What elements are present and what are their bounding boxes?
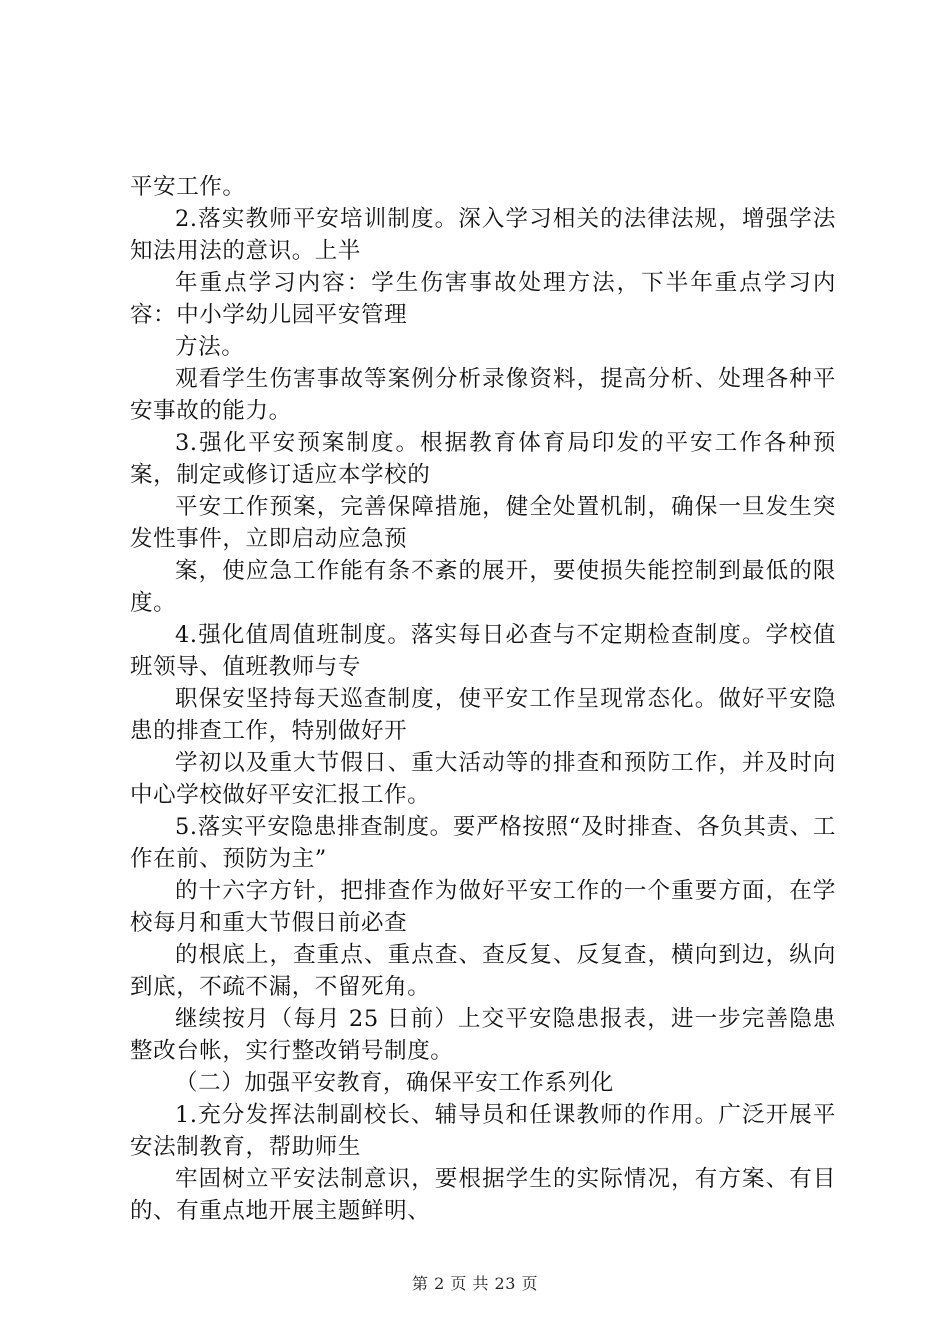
paragraph: 平安工作。 (130, 174, 246, 200)
paragraph: 5.落实平安隐患排查制度。要严格按照“及时排查、各负其责、工作在前、预防为主” (130, 814, 836, 872)
paragraph: 平安工作预案，完善保障措施，健全处置机制，确保一旦发生突发性事件，立即启动应急预 (130, 494, 836, 552)
paragraph: 继续按月（每月 25 日前）上交平安隐患报表，进一步完善隐患整改台帐，实行整改销号制度。 (130, 1006, 836, 1064)
paragraph: 的根底上，查重点、重点查、查反复、反复查，横向到边，纵向到底，不疏不漏，不留死角。 (130, 942, 836, 1000)
paragraph: 案，使应急工作能有条不紊的展开，要使损失能控制到最低的限度。 (130, 558, 836, 616)
paragraph: 职保安坚持每天巡查制度，使平安工作呈现常态化。做好平安隐患的排查工作，特别做好开 (130, 686, 836, 744)
paragraph: 1.充分发挥法制副校长、辅导员和任课教师的作用。广泛开展平安法制教育，帮助师生 (130, 1102, 836, 1160)
paragraph: 的十六字方针，把排查作为做好平安工作的一个重要方面，在学校每月和重大节假日前必查 (130, 878, 836, 936)
paragraph: 牢固树立平安法制意识，要根据学生的实际情况，有方案、有目的、有重点地开展主题鲜明、 (130, 1166, 836, 1224)
paragraph: 4.强化值周值班制度。落实每日必查与不定期检查制度。学校值班领导、值班教师与专 (130, 622, 836, 680)
paragraph: 3.强化平安预案制度。根据教育体育局印发的平安工作各种预案，制定或修订适应本学校的 (130, 430, 836, 488)
paragraph: 2.落实教师平安培训制度。深入学习相关的法律法规，增强学法知法用法的意识。上半 (130, 206, 836, 264)
paragraph: 方法。 (175, 334, 245, 360)
paragraph: 学初以及重大节假日、重大活动等的排查和预防工作，并及时向中心学校做好平安汇报工作。 (130, 750, 836, 808)
paragraph: （二）加强平安教育，确保平安工作系列化 (175, 1070, 614, 1096)
paragraph: 年重点学习内容：学生伤害事故处理方法，下半年重点学习内容：中小学幼儿园平安管理 (130, 270, 836, 328)
document-body (130, 171, 836, 1227)
page-footer: 第 2 页 共 23 页 (412, 1274, 538, 1293)
paragraph: 观看学生伤害事故等案例分析录像资料，提高分析、处理各种平安事故的能力。 (130, 366, 836, 424)
